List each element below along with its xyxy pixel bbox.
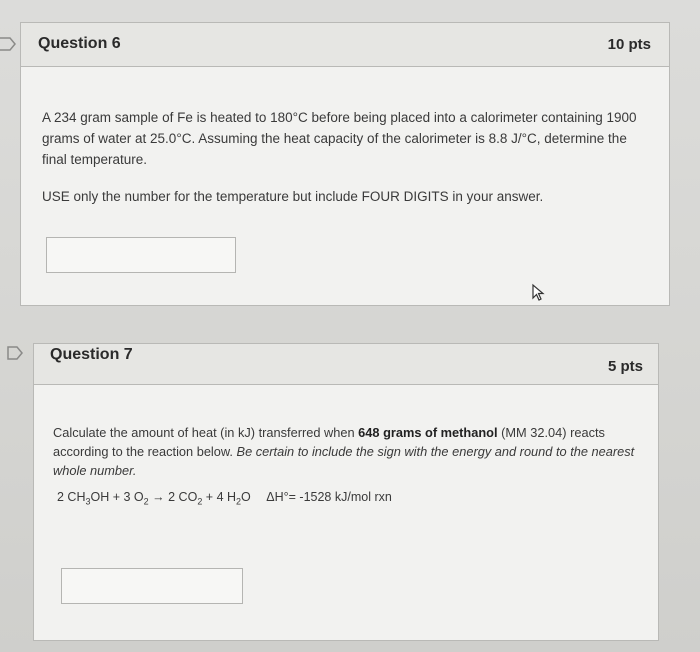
question-6-answer-input[interactable]: [46, 237, 236, 273]
eq-sub4: 2: [236, 496, 242, 507]
flag-icon[interactable]: [0, 37, 18, 51]
eq-sub3: 2: [197, 496, 203, 507]
eq-product2b: O: [241, 490, 251, 504]
question-6-points: 10 pts: [607, 36, 651, 53]
question-6-card: [20, 22, 670, 306]
question-7-card: [33, 343, 659, 641]
eq-arrow: →: [148, 490, 169, 504]
question-6-title: Question 6: [38, 35, 121, 52]
question-6-text: A 234 gram sample of Fe is heated to 180°C before being placed into a calorimeter containing 1900 grams of water at 25.0°C. Assuming the heat capacity of the calorimeter is 8.8 J/°C, determine the final temperature.: [42, 110, 637, 167]
reaction-equation: [57, 490, 392, 507]
question-7-title: Question 7: [50, 346, 133, 363]
question-6-instruction: USE only the number for the temperature but include FOUR DIGITS in your answer.: [42, 189, 544, 204]
eq-sub2: 2: [143, 496, 149, 507]
question-7-points: 5 pts: [607, 358, 643, 375]
question-7-text-bold: 648 grams of methanol: [358, 425, 498, 440]
question-7-text-part1: Calculate the amount of heat (in kJ) transferred when: [53, 425, 359, 440]
eq-reactant1: 2 CH: [57, 490, 86, 504]
question-7-text: [53, 423, 643, 480]
eq-product2: + 4 H: [202, 490, 237, 504]
question-7-answer-input[interactable]: [61, 568, 243, 604]
flag-icon[interactable]: [7, 346, 25, 360]
question-7-header: [34, 344, 658, 385]
eq-reactant1b: OH + 3 O: [90, 490, 144, 504]
question-6-header: [21, 23, 669, 67]
question-7-text-part2: (MM 32.04) reacts according to the reaction below.: [53, 425, 605, 459]
eq-product1: 2 CO: [168, 490, 198, 504]
eq-sub1: 3: [85, 496, 91, 507]
mouse-cursor-icon: [531, 283, 547, 303]
eq-enthalpy: ΔH°= -1528 kJ/mol rxn: [266, 490, 392, 504]
question-7-text-italic: Be certain to include the sign with the energy and round to the nearest whole number.: [53, 444, 635, 478]
